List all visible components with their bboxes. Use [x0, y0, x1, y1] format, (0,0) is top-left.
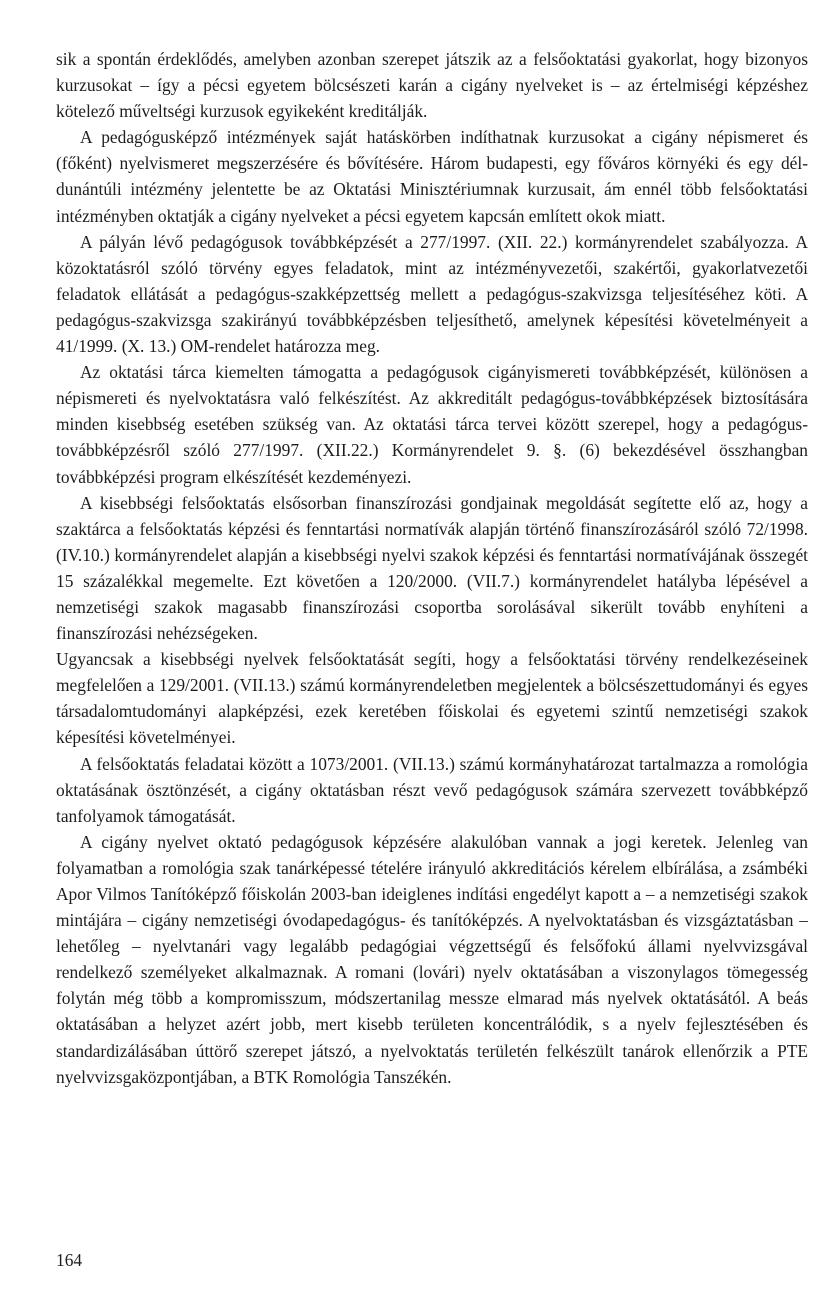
paragraph-5: A kisebbségi felsőoktatás elsősorban finanszírozási gondjainak megoldását segítette elő az, hogy a szaktárca a felsőoktatás képzési és fenntartási normatívák alapján történő finanszírozásáról szóló 72/1998. (IV.10.) kormányrendelet alapján a kisebbségi nyelvi szakok képzési és fenntartási normatívájának összegét 15 százalékkal megemelte. Ezt követően a 120/2000. (VII.7.) kormányrendelet hatályba lépésével a nemzetiségi szakok magasabb finanszírozási csoportba sorolásával sikerült tovább enyhíteni a finanszírozási nehézségeken. — [56, 492, 808, 644]
page-body — [56, 46, 808, 1090]
paragraph-1: sik a spontán érdeklődés, amelyben azonban szerepet játszik az a felsőoktatási gyakorlat, hogy bizonyos kurzusokat – így a pécsi egyetem bölcsészeti karán a cigány nyelveket is – az értelmiségi képzéshez kötelező műveltségi kurzusok egyikeként kreditálják. — [56, 49, 808, 122]
paragraph-8: A cigány nyelvet oktató pedagógusok képzésére alakulóban vannak a jogi keretek. Jelenleg van folyamatban a romológia szak tanárképessé tételére irányuló akkreditációs kérelem elbírálása, a zsámbéki Apor Vilmos Tanítóképző főiskolán 2003-ban ideiglenes indítási engedélyt kapott a – a nemzetiségi szakok mintájára – cigány nemzetiségi óvodapedagógus- és tanítóképzés. A nyelvoktatásban és vizsgáztatásban – lehetőleg – nyelvtanári vagy legalább pedagógiai végzettségű és felsőfokú állami nyelvvizsgával rendelkező személyeket alkalmaznak. A romani (lovári) nyelv oktatásában a viszonylagos tömegesség folytán még több a kompromisszum, módszertanilag messze elmarad más nyelvek oktatásától. A beás oktatásában a helyzet azért jobb, mert kisebb területen koncentrálódik, s a nyelv fejlesztésében és standardizálásában úttörő szerepet játszó, a nyelvoktatás területén felkészült tanárok ellenőrzik a PTE nyelvvizsgaközpontjában, a BTK Romológia Tanszékén. — [56, 831, 808, 1087]
paragraph-4: Az oktatási tárca kiemelten támogatta a pedagógusok cigányismereti továbbképzését, különösen a népismereti és nyelvoktatásra való felkészítést. Az akkreditált pedagógus-továbbképzések biztosítására minden kisebbség esetében szükség van. Az oktatási tárca tervei között szerepel, hogy a pedagógus-továbbképzésről szóló 277/1997. (XII.22.) Kormányrendelet 9. §. (6) bekezdésével összhangban továbbképzési program elkészítését kezdeményezi. — [56, 362, 808, 487]
paragraph-2: A pedagógusképző intézmények saját hatáskörben indíthatnak kurzusokat a cigány népismeret és (főként) nyelvismeret megszerzésére és bővítésére. Három budapesti, egy főváros környéki és egy dél-dunántúli intézmény jelentette be az Oktatási Minisztériumnak kurzusait, ám ennél több felsőoktatási intézményben oktatják a cigány nyelveket a pécsi egyetem kapcsán említett okok miatt. — [56, 127, 808, 226]
paragraph-6: Ugyancsak a kisebbségi nyelvek felsőoktatását segíti, hogy a felsőoktatási törvény rendelkezéseinek megfelelően a 129/2001. (VII.13.) számú kormányrendeletben megjelentek a bölcsészettudományi és egyes társadalomtudományi alapképzési, ezek keretében főiskolai és egyetemi szintű nemzetiségi szakok képesítési követelményei. — [56, 649, 808, 748]
paragraph-7: A felsőoktatás feladatai között a 1073/2001. (VII.13.) számú kormányhatározat tartalmazza a romológia oktatásának ösztönzését, a cigány oktatásban részt vevő pedagógusok számára szervezett továbbképző tanfolyamok támogatását. — [56, 753, 808, 826]
paragraph-3: A pályán lévő pedagógusok továbbképzését a 277/1997. (XII. 22.) kormányrendelet szabályozza. A közoktatásról szóló törvény egyes feladatok, mint az intézményvezetői, szakértői, gyakorlatvezetői feladatok ellátását a pedagógus-szakképzettség mellett a pedagógus-szakvizsga teljesítéséhez köti. A pedagógus-szakvizsga szakirányú továbbképzésben teljesíthető, amelynek képesítési követelményeit a 41/1999. (X. 13.) OM-rendelet határozza meg. — [56, 231, 808, 357]
page-number: 164 — [56, 1250, 83, 1270]
